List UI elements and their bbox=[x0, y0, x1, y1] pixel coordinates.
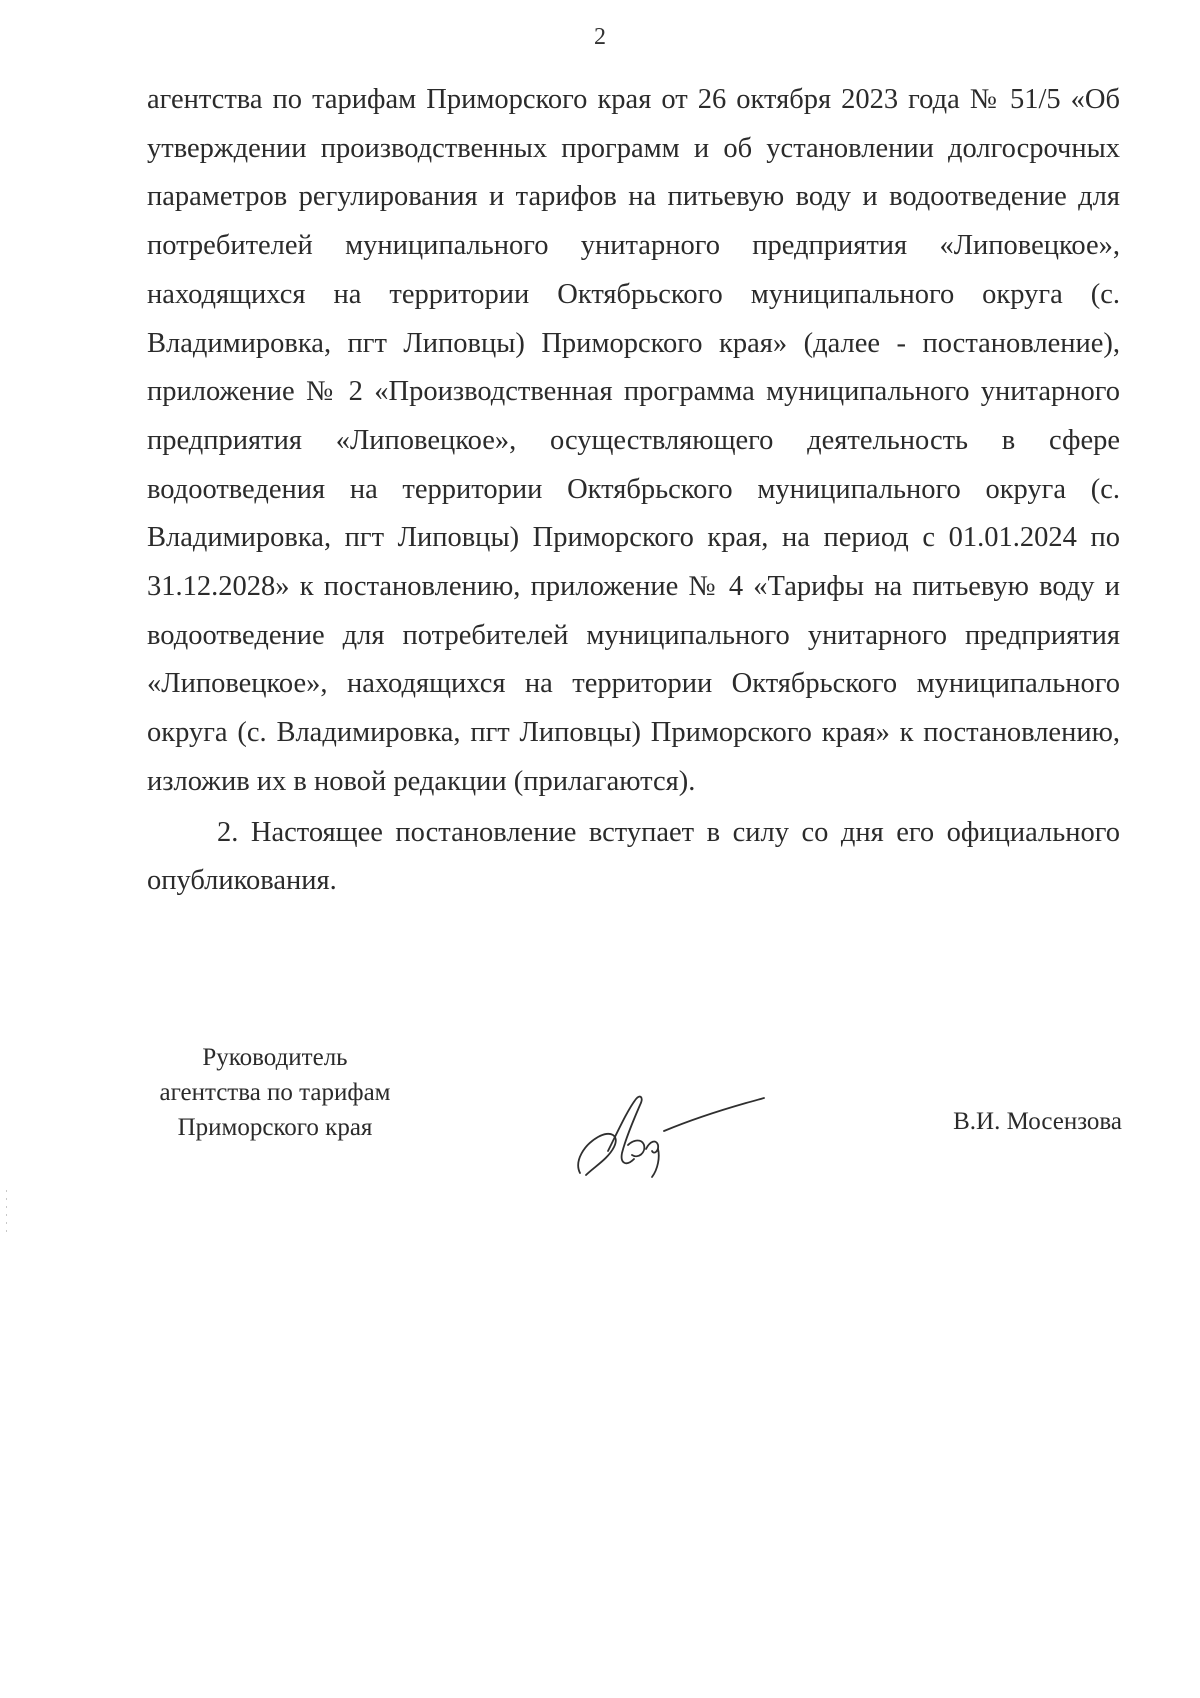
paragraph-effective-date: 2. Настоящее постановление вступает в силу со дня его официального опубликования. bbox=[147, 816, 1120, 897]
document-body bbox=[147, 76, 1120, 906]
paragraph-amendment: агентства по тарифам Приморского края от 26 октября 2023 года № 51/5 «Об утверждении производственных программ и об установлении долгосрочных параметров регулирования и тарифов на питьевую воду и водоотведение для потребителей муниципального унитарного предприятия «Липовецкое», находящихся на территории Октябрьского муниципального округа (с. Владимировка, пгт Липовцы) Приморского края» (далее - постановление), приложение № 2 «Производственная программа муниципального унитарного предприятия «Липовецкое», осуществляющего деятельность в сфере водоотведения на территории Октябрьского муниципального округа (с. Владимировка, пгт Липовцы) Приморского края, на период с 01.01.2024 по 31.12.2028» к постановлению, приложение № 4 «Тарифы на питьевую воду и водоотведение для потребителей муниципального унитарного предприятия «Липовецкое», находящихся на территории Октябрьского муниципального округа (с. Владимировка, пгт Липовцы) Приморского края» к постановлению, изложив их в новой редакции (прилагаются). bbox=[147, 84, 1120, 797]
signatory-position bbox=[130, 1040, 420, 1145]
signatory-position-line-2: агентства по тарифам bbox=[159, 1079, 391, 1106]
signatory-name: В.И. Мосензова bbox=[953, 1108, 1122, 1135]
handwritten-signature-icon bbox=[568, 1075, 768, 1185]
page-number: 2 bbox=[594, 24, 606, 50]
signatory-position-line-1: Руководитель bbox=[202, 1044, 348, 1071]
scan-edge-marks-icon bbox=[6, 1190, 9, 1250]
signatory-position-line-3: Приморского края bbox=[177, 1114, 373, 1141]
